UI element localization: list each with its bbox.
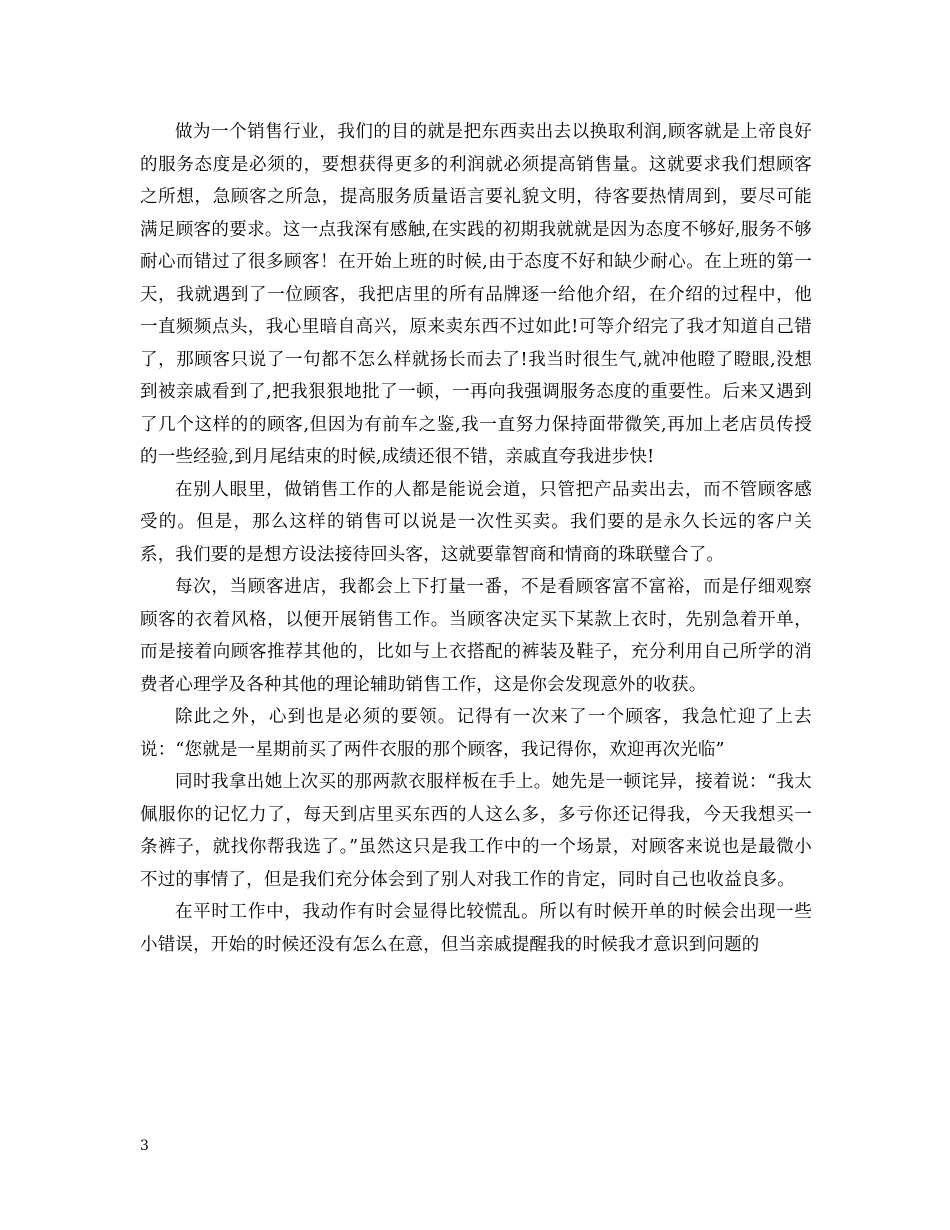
paragraph-attentiveness: 除此之外，心到也是必须的要领。记得有一次来了一个顾客，我急忙迎了上去说：“您就是一星期前买了两件衣服的那个顾客，我记得你，欢迎再次光临” bbox=[140, 707, 812, 760]
document-body bbox=[140, 116, 812, 961]
paragraph-customer-response: 同时我拿出她上次买的那两款衣服样板在手上。她先是一顿诧异，接着说：“我太佩服你的记忆力了，每天到店里买东西的人这么多，多亏你还记得我，今天我想买一条裤子，就找你帮我选了。”虽然这只是我工作中的一个场景，对顾客来说也是最微小不过的事情了，但是我们充分体会到了别人对我工作的肯定，同时自己也收益良多。 bbox=[140, 772, 812, 890]
paragraph-attitude: 做为一个销售行业，我们的目的就是把东西卖出去以换取利润,顾客就是上帝良好的服务态度是必须的，要想获得更多的利润就必须提高销售量。这就要求我们想顾客之所想，急顾客之所急，提高服务质量语言要礼貌文明，待客要热情周到，要尽可能满足顾客的要求。这一点我深有感触,在实践的初期我就就是因为态度不够好,服务不够耐心而错过了很多顾客！在开始上班的时候,由于态度不好和缺少耐心。在上班的第一天，我就遇到了一位顾客，我把店里的所有品牌逐一给他介绍，在介绍的过程中，他一直频频点头，我心里暗自高兴，原来卖东西不过如此!可等介绍完了我才知道自己错了，那顾客只说了一句都不怎么样就扬长而去了!我当时很生气,就冲他瞪了瞪眼,没想到被亲戚看到了,把我狠狠地批了一顿，一再向我强调服务态度的重要性。后来又遇到了几个这样的的顾客,但因为有前车之鉴,我一直努力保持面带微笑,再加上老店员传授的一些经验,到月尾结束的时候,成绩还很不错，亲戚直夸我进步快! bbox=[140, 122, 812, 467]
page-number: 3 bbox=[140, 1138, 149, 1154]
paragraph-mistakes: 在平时工作中，我动作有时会显得比较慌乱。所以有时候开单的时候会出现一些小错误，开始的时候还没有怎么在意，但当亲戚提醒我的时候我才意识到问题的 bbox=[140, 902, 812, 955]
paragraph-observation: 每次，当顾客进店，我都会上下打量一番，不是看顾客富不富裕，而是仔细观察顾客的衣着风格，以便开展销售工作。当顾客决定买下某款上衣时，先别急着开单，而是接着向顾客推荐其他的，比如与上衣搭配的裤装及鞋子，充分利用自己所学的消费者心理学及各种其他的理论辅助销售工作，这是你会发现意外的收获。 bbox=[140, 577, 812, 695]
paragraph-long-term-relationship: 在别人眼里，做销售工作的人都是能说会道，只管把产品卖出去，而不管顾客感受的。但是，那么这样的销售可以说是一次性买卖。我们要的是永久长远的客户关系，我们要的是想方设法接待回头客，这就要靠智商和情商的珠联璧合了。 bbox=[140, 479, 812, 565]
